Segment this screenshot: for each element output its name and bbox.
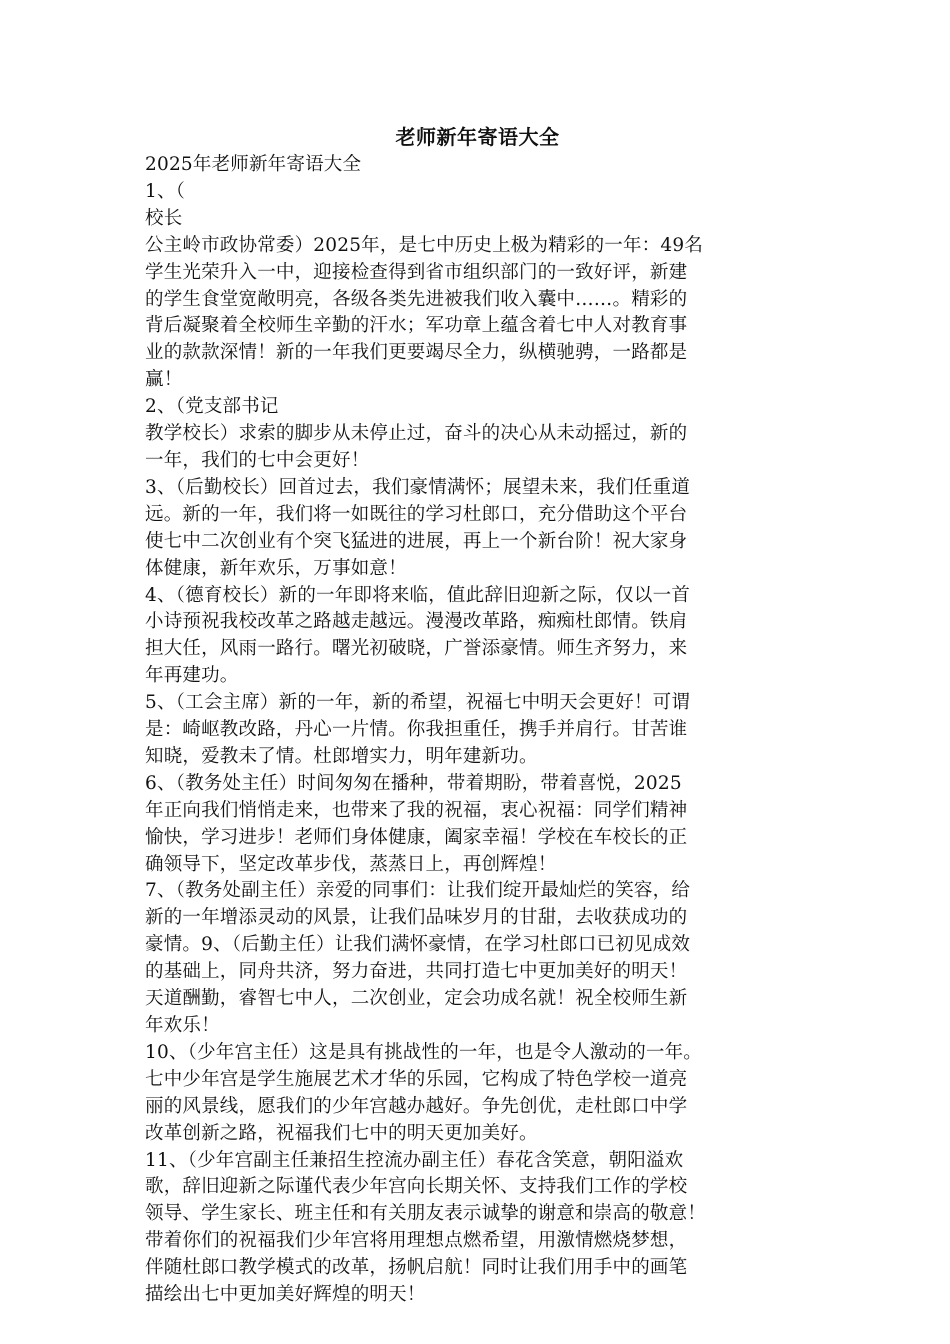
text-line: 知晓，爱教未了情。杜郎增实力，明年建新功。 <box>145 745 538 767</box>
document-title: 老师新年寄语大全 <box>395 125 560 149</box>
text-line: 业的款款深情！新的一年我们更要竭尽全力，纵横驰骋，一路都是 <box>145 342 688 364</box>
text-line: 新的一年增添灵动的风景，让我们品味岁月的甘甜，去收获成功的 <box>145 907 688 929</box>
text-line: 伴随杜郎口教学模式的改革，扬帆启航！同时让我们用手中的画笔 <box>145 1257 688 1279</box>
text-line: 公主岭市政协常委）2025年，是七中历史上极为精彩的一年：49名 <box>145 234 704 256</box>
text-line: 2025年老师新年寄语大全 <box>145 154 362 175</box>
text-line: 丽的风景线，愿我们的少年宫越办越好。争先创优，走杜郎口中学 <box>145 1095 688 1117</box>
text-line: 的基础上，同舟共济，努力奋进，共同打造七中更加美好的明天！ <box>145 961 688 983</box>
text-line: 带着你们的祝福我们少年宫将用理想点燃希望，用激情燃烧梦想， <box>145 1230 688 1252</box>
text-line: 10、（少年宫主任）这是具有挑战性的一年，也是令人激动的一年。 <box>145 1041 702 1063</box>
document-page <box>145 122 810 1309</box>
text-line: 年正向我们悄悄走来，也带来了我的祝福，衷心祝福：同学们精神 <box>145 799 688 821</box>
text-line: 赢！ <box>145 369 183 391</box>
text-line: 体健康，新年欢乐，万事如意！ <box>145 557 407 579</box>
text-line: 背后凝聚着全校师生辛勤的汗水；军功章上蕴含着七中人对教育事 <box>145 315 688 337</box>
text-line: 3、（后勤校长）回首过去，我们豪情满怀；展望未来，我们任重道 <box>145 476 691 498</box>
text-line: 教学校长）求索的脚步从未停止过，奋斗的决心从未动摇过，新的 <box>145 423 688 445</box>
text-line: 小诗预祝我校改革之路越走越远。漫漫改革路，痴痴杜郎情。铁肩 <box>145 611 688 633</box>
text-line: 5、（工会主席）新的一年，新的希望，祝福七中明天会更好！可谓 <box>145 692 691 714</box>
text-line: 的学生食堂宽敞明亮，各级各类先进被我们收入囊中……。精彩的 <box>145 288 688 310</box>
text-line: 改革创新之路，祝福我们七中的明天更加美好。 <box>145 1122 538 1144</box>
text-line: 领导、学生家长、班主任和有关朋友表示诚挚的谢意和崇高的敬意！ <box>145 1203 707 1225</box>
text-line: 学生光荣升入一中，迎接检查得到省市组织部门的一致好评，新建 <box>145 261 688 283</box>
text-line: 天道酬勤，睿智七中人，二次创业，定会功成名就！祝全校师生新 <box>145 988 688 1010</box>
text-line: 远。新的一年，我们将一如既往的学习杜郎口，充分借助这个平台 <box>145 503 688 525</box>
document-body <box>145 152 810 1309</box>
text-line: 歌，辞旧迎新之际谨代表少年宫向长期关怀、支持我们工作的学校 <box>145 1176 688 1198</box>
text-line: 担大任，风雨一路行。曙光初破晓，广誉添豪情。师生齐努力，来 <box>145 638 688 660</box>
text-line: 11、（少年宫副主任兼招生控流办副主任）春花含笑意，朝阳溢欢 <box>145 1149 684 1171</box>
text-line: 一年，我们的七中会更好！ <box>145 449 370 471</box>
text-line: 确领导下，坚定改革步伐，蒸蒸日上，再创辉煌！ <box>145 853 557 875</box>
text-line: 7、（教务处副主任）亲爱的同事们：让我们绽开最灿烂的笑容，给 <box>145 880 691 902</box>
text-line: 2、（党支部书记 <box>145 396 279 418</box>
text-line: 年欢乐！ <box>145 1015 220 1036</box>
text-line: 1、（ <box>145 180 186 202</box>
text-line: 年再建功。 <box>145 665 239 687</box>
text-line: 使七中二次创业有个突飞猛进的进展，再上一个新台阶！祝大家身 <box>145 530 688 552</box>
text-line: 是：崎岖教改路，丹心一片情。你我担重任，携手并肩行。甘苦谁 <box>145 719 688 741</box>
text-line: 6、（教务处主任）时间匆匆在播种，带着期盼，带着喜悦，2025 <box>145 772 682 794</box>
text-line: 校长 <box>145 207 183 229</box>
text-line: 4、（德育校长）新的一年即将来临，值此辞旧迎新之际，仅以一首 <box>145 584 691 606</box>
text-line: 描绘出七中更加美好辉煌的明天！ <box>145 1284 426 1306</box>
text-line: 愉快，学习进步！老师们身体健康，阖家幸福！学校在车校长的正 <box>145 826 688 848</box>
text-line: 七中少年宫是学生施展艺术才华的乐园，它构成了特色学校一道亮 <box>145 1068 688 1090</box>
text-line: 豪情。9、（后勤主任）让我们满怀豪情，在学习杜郎口已初见成效 <box>145 934 691 956</box>
